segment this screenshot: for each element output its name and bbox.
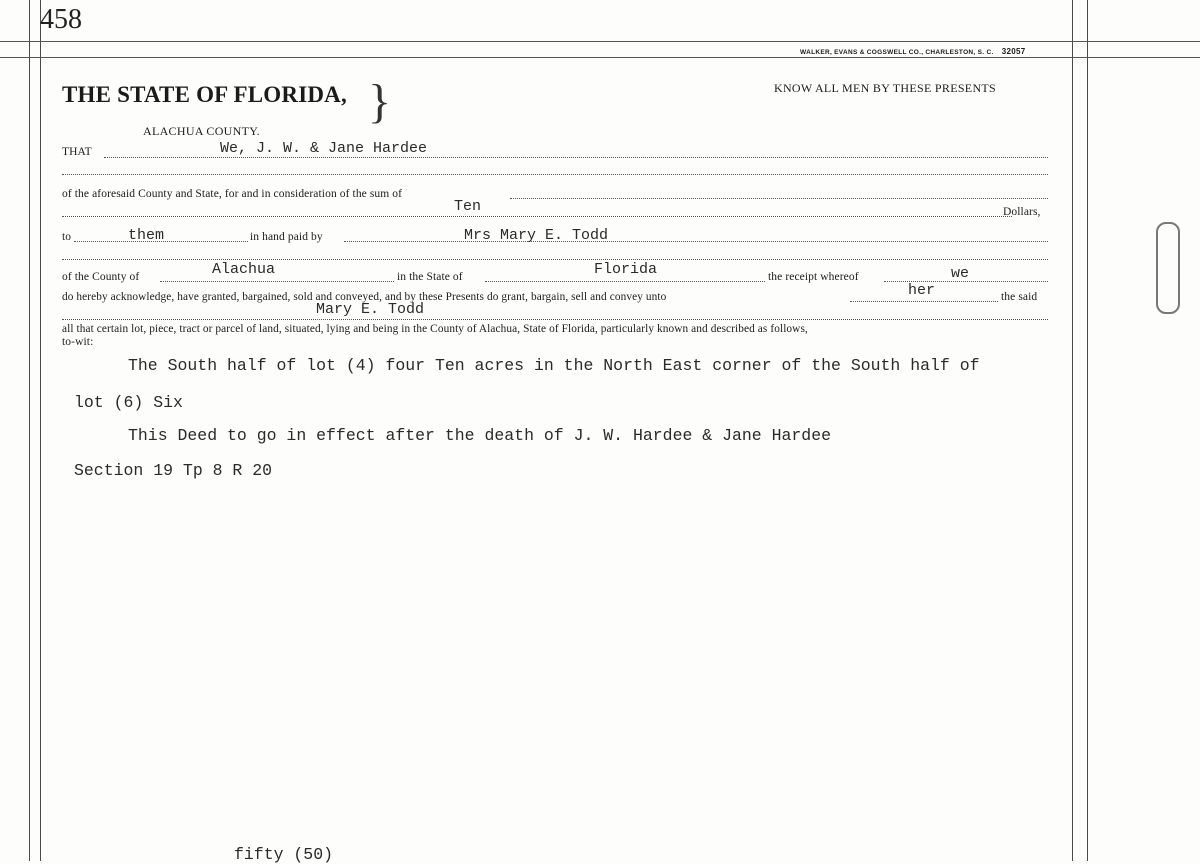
description-line-1: The South half of lot (4) four Ten acres in the North East corner of the South half of [128,356,980,375]
blank-line-1 [62,174,1048,175]
form-number: 32057 [1001,47,1026,56]
page-number: 458 [40,4,82,35]
county-value: Alachua [212,261,276,278]
footer-note: fifty (50) [234,845,334,864]
dollars-label: Dollars, [1003,206,1041,218]
description-line-3: This Deed to go in effect after the death of J. W. Hardee & Jane Hardee [128,426,832,445]
printer-imprint [800,47,1025,56]
state-value: Florida [594,261,658,278]
acknowledger-value: we [951,265,970,282]
left-margin-rule [29,0,30,861]
brace-icon: } [368,75,392,128]
right-margin-rule [1072,0,1073,861]
receipt-label: the receipt whereof [768,271,859,283]
that-label: THAT [62,146,92,158]
payer-value: Mrs Mary E. Todd [464,227,609,244]
state-heading: THE STATE OF FLORIDA, [62,82,347,107]
grantors-line [104,157,1048,158]
state-of-label: in the State of [397,271,463,283]
state-line [485,281,765,282]
payer-line [344,241,1048,242]
description-line-4: Section 19 Tp 8 R 20 [74,461,273,480]
grantors-value: We, J. W. & Jane Hardee [220,140,428,157]
sum-line-top [510,198,1048,199]
to-label: to [62,231,72,243]
paid-to-value: them [128,227,165,244]
the-said-label: the said [1001,291,1038,303]
description-line-2: lot (6) Six [74,393,183,412]
to-wit-label: to-wit: [62,336,94,348]
paid-by-label: in hand paid by [250,231,323,243]
county-of-label: of the County of [62,271,140,283]
binder-ring [1156,222,1180,314]
left-margin-rule-inner [40,0,41,861]
blank-line-2 [62,259,1048,260]
grantee-pronoun-line [850,301,998,302]
top-rule [0,41,1200,42]
grant-text: do hereby acknowledge, have granted, bargained, sold and conveyed, and by these Presents do grant, bargain, sell and convey unto [62,291,667,303]
right-margin-rule-outer [1087,0,1088,861]
printer-name: WALKER, EVANS & COGSWELL CO., CHARLESTON, S. C. [800,49,994,56]
preamble: KNOW ALL MEN BY THESE PRESENTS [774,81,997,95]
consideration-text: of the aforesaid County and State, for and in consideration of the sum of [62,188,403,200]
sum-line [62,216,1012,217]
description-text: all that certain lot, piece, tract or parcel of land, situated, lying and being in the County of Alachua, State of Florida, particularly known and described as follows, [62,323,808,335]
top-rule-second [0,57,1200,58]
county-line [160,281,394,282]
grantee-pronoun-value: her [908,282,936,299]
grantee-line [62,319,1048,320]
grantee-value: Mary E. Todd [316,301,425,318]
county-heading: ALACHUA COUNTY. [143,124,260,138]
sum-value: Ten [454,198,482,215]
